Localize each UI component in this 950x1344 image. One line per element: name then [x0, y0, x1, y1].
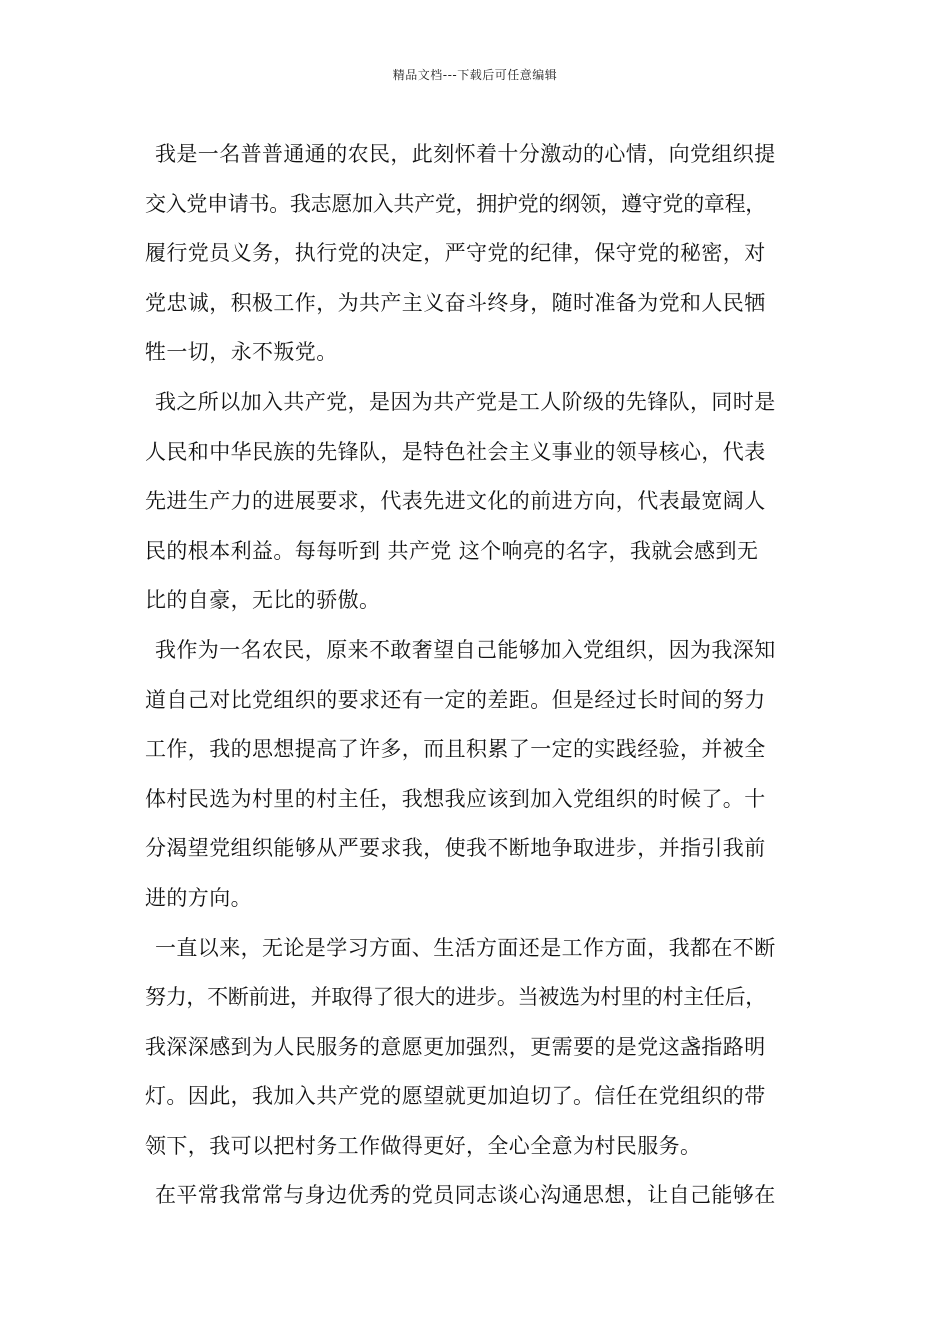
text-line: 分渴望党组织能够从严要求我，使我不断地争取进步，并指引我前 [145, 836, 766, 861]
text-line: 牲一切，永不叛党。 [145, 340, 338, 365]
text-line: 民的根本利益。每每听到 共产党 这个响亮的名字，我就会感到无 [145, 538, 759, 563]
text-line: 交入党申请书。我志愿加入共产党，拥护党的纲领，遵守党的章程， [145, 191, 766, 216]
page-header: 精品文档---下载后可任意编辑 [392, 68, 558, 82]
text-line: 先进生产力的进展要求，代表先进文化的前进方向，代表最宽阔人 [145, 489, 766, 514]
text-line: 道自己对比党组织的要求还有一定的差距。但是经过长时间的努力 [145, 687, 766, 712]
text-line: 一直以来，无论是学习方面、生活方面还是工作方面，我都在不断 [155, 935, 776, 960]
text-line: 工作，我的思想提高了许多，而且积累了一定的实践经验，并被全 [145, 737, 766, 762]
document-body [145, 130, 815, 1221]
text-line: 努力，不断前进，并取得了很大的进步。当被选为村里的村主任后， [145, 985, 766, 1010]
text-line: 我之所以加入共产党，是因为共产党是工人阶级的先锋队，同时是 [155, 389, 776, 414]
text-line: 进的方向。 [145, 885, 252, 910]
text-line: 我深深感到为人民服务的意愿更加强烈，更需要的是党这盏指路明 [145, 1034, 766, 1059]
text-line: 履行党员义务，执行党的决定，严守党的纪律，保守党的秘密，对 [145, 241, 766, 266]
text-line: 我作为一名农民，原来不敢奢望自己能够加入党组织，因为我深知 [155, 637, 776, 662]
text-line: 人民和中华民族的先锋队，是特色社会主义事业的领导核心，代表 [145, 439, 766, 464]
text-line: 在平常我常常与身边优秀的党员同志谈心沟通思想，让自己能够在 [155, 1183, 776, 1208]
text-line: 体村民选为村里的村主任，我想我应该到加入党组织的时候了。十 [145, 786, 766, 811]
text-line: 我是一名普普通通的农民，此刻怀着十分激动的心情，向党组织提 [155, 142, 776, 166]
text-line: 比的自豪，无比的骄傲。 [145, 588, 381, 613]
text-line: 领下，我可以把村务工作做得更好，全心全意为村民服务。 [145, 1133, 702, 1158]
text-line: 党忠诚，积极工作，为共产主义奋斗终身，随时准备为党和人民牺 [145, 290, 766, 315]
text-line: 灯。因此，我加入共产党的愿望就更加迫切了。信任在党组织的带 [145, 1084, 766, 1109]
